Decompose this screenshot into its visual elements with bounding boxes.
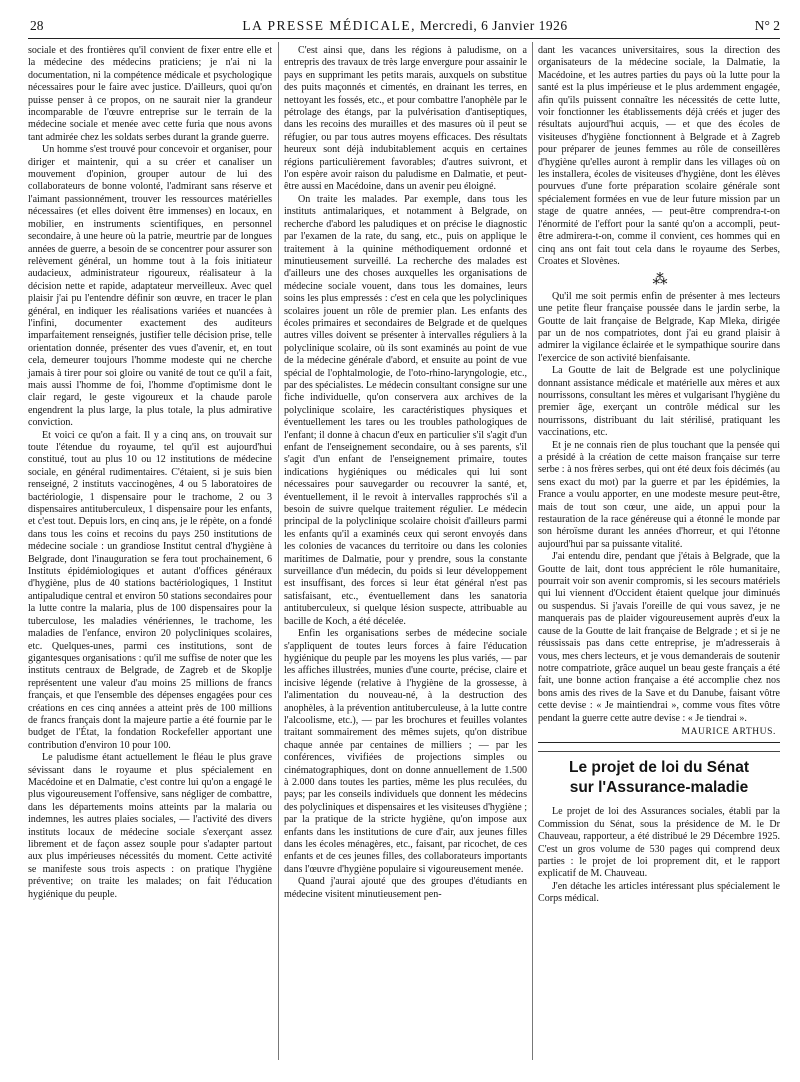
- paragraph: Un homme s'est trouvé pour concevoir et organiser, pour diriger et maintenir, qui a su créer et canaliser un mouvement d'opinion, grouper autour de lui des collaborateurs de bonne volonté, l'admirant sans réserve et l'aimant passionnément, trouver les ressources matérielles nécessaires (et elles doivent être immenses) en locaux, en mobilier, en instruments scientifiques, en personnel secondaire, à une heure où la patrie, meurtrie par de longues années de guerre, a besoin de se concentrer pour assurer son relèvement général, un homme tout à la fois initiateur audacieux, administrateur rigoureux, réalisateur à la décision nette et rapide, adaptateur merveilleux. Avec quel plaisir j'ai pu l'entendre définir son œuvre, en tracer le plan général, en indiquer les réalisations variées et nuancées à l'infini, documenter exactement des auditeurs imparfaitement renseignés, justifier telle décision prise, telle orientation donnée, présenter des vues d'avenir, et, en tout cela, demeurer toujours l'homme modeste qui ne cherche jamais à tirer pour soi gloire ou vanité de tout ce qu'il a fait, mais aussi l'homme de foi, l'homme d'optimisme dont le clair regard, le geste vigoureux et la chaude parole engendrent la plus large, la plus totale, la plus admirative conviction.: [28, 144, 272, 429]
- journal-line: [30, 18, 780, 34]
- paragraph: sociale et des frontières qu'il convient de fixer entre elle et la médecine des médecins praticiens; je n'ai ni la documentation, ni la compétence médicale et psychologique nécessaires pour le faire avec justice. D'ailleurs, quoi qu'on puisse penser à ce propos, on ne saurait nier la grandeur incomparable de l'œuvre entreprise sur le terrain de la médecine sociale et menée avec cette furia que nous avons tant admirée chez les soldats serbes durant la grande guerre.: [28, 45, 272, 143]
- paragraph: On traite les malades. Par exemple, dans tous les instituts antimalariques, et notamment à Belgrade, on recherche d'abord les paludiques et on précise le diagnostic par l'examen de la rate, du sang, etc., puis on applique le traitement à la quinine méthodiquement ordonné et minutieusement surveillé. La recherche des malades est d'ailleurs une des choses auxquelles les organisations de médecine sociale vouent, dans tous les domaines, leurs soins les plus empressés : c'est en cela que les polycliniques scolaires jouent un rôle de premier plan. Les enfants des écoles primaires et secondaires de Belgrade et de quelques autres villes doivent se présenter à intervalles réguliers à la polyclinique scolaire, où ils sont examinés au point de vue de la médecine générale d'abord, et ensuite au point de vue spécial de l'ophtalmologie, de l'oto-rhino-laryngologie, etc., par des spécialistes. Le médecin consultant consigne sur une fiche individuelle, qu'on conservera aux archives de la polyclinique scolaire, les caractéristiques physiques et éventuellement les tares ou les troubles pathologiques de l'enfant; il donne à chacun d'eux en particulier s'il s'agit d'un enfant de l'enseignement secondaire, ou à ses parents, s'il s'agit d'un enfant de l'enseignement primaire, toutes indications hygiéniques ou médicales qui lui sont nécessaires pour sauvegarder ou recouvrer la santé, et, éventuellement, il le revoit à intervalles rapprochés s'il a besoin de suivre quelque traitement régulier. Le médecin principal de la polyclinique scolaire choisit d'ailleurs parmi les enfants qu'il a examinés ceux qui seront envoyés dans les colonies de vacances du territoire ou dans les colonies maritimes de Dalmatie, pour y prendre, sous la constante surveillance d'un médecin, du poids si leur développement est insuffisant, des forces si leur état général n'est pas satisfaisant, etc., éventuellement dans les sanatoria antituberculeux, si quelque lésion suspecte, attribuable au bacille de Koch, a été décelée.: [284, 193, 528, 627]
- issue-date: Mercredi, 6 Janvier 1926: [419, 18, 568, 33]
- column-2: [284, 45, 527, 901]
- paragraph: Le projet de loi des Assurances sociales, établi par la Commission du Sénat, sous la présidence de M. le Dr Chauveau, rapporteur, a été distribué le 29 Décembre 1925. C'est un gros volume de 530 pages qui comprend deux parties : le projet de loi proprement dit, et le rapport explicatif de M. Chauveau.: [538, 806, 780, 880]
- article-end-rule: [538, 742, 780, 743]
- paragraph: Et voici ce qu'on a fait. Il y a cinq ans, on trouvait sur toute l'étendue du royaume, tel qu'il est aujourd'hui constitué, tout au plus 10 ou 12 institutions de médecine sociale, en général rudimentaires. C'étaient, si je suis bien renseigné, 2 instituts vaccinogènes, 4 ou 5 laboratoires de bactériologie, 1 dispensaire pour le trachome, 2 ou 3 dispensaires antituberculeux, 1 dispensaire pour les enfants, et c'est tout. Depuis lors, en cinq ans, je le répète, on a fondé dans tous les coins et recoins du pays 250 institutions de médecine sociale : un grandiose Institut central d'hygiène à Belgrade, dont l'inauguration se fera tout prochainement, 6 Instituts épidémiologiques et autant d'offices généraux d'hygiène, plus de 40 stations bactériologiques, 1 Institut antipaludique central et environ 50 stations secondaires pour la lutte contre la malaria, plus de 100 dispensaires pour la tuberculose, les maladies vénériennes, le trachome, les maladies de l'enfance, environ 20 polycliniques scolaires, etc. Quelques-unes, parmi ces institutions, sont de gigantesques organisations : qu'il me suffise de noter que les instituts centraux de Belgrade, de Zagreb et de Skoplje représentent une valeur d'au moins 25 millions de francs français, et que l'ensemble des dépenses engagées pour ces créations en ces cinq années a atteint près de 100 millions de francs français dont la majeure partie a été fournie par le budget de l'État, la fondation Rockefeller apportant une contribution d'environ 10 pour 100.: [28, 429, 272, 751]
- paragraph: Qu'il me soit permis enfin de présenter à mes lecteurs une petite fleur française poussée dans le jardin serbe, la Goutte de lait française de Belgrade, Kap Mleka, dirigée par un de nos compatriotes, dont j'ai eu grand plaisir à admirer la vigilance éclairée et le sympathique sourire dans l'exercice de son activité bienfaisante.: [538, 290, 780, 364]
- article-title-line-1: Le projet de loi du Sénat: [569, 759, 749, 777]
- column-rule-2: [532, 42, 533, 1060]
- paragraph: Le paludisme étant actuellement le fléau le plus grave sévissant dans le royaume et plus spécialement en Macédoine et en Dalmatie, c'est contre lui qu'on a engagé le plus vigoureusement l'offensive, sans négliger de combattre, dans les départements moins atteints par la malaria ou indemnes, les autres plaies sociales, — l'activité des divers instituts locaux de médecine sociale s'exerçant assez librement et de façon assez souple pour s'adapter partout aux plus impérieuses nécessités du moment. Cette activité se manifeste sous trois aspects : on pratique l'hygiène préventive; on traite les malades; on fait l'éducation hygiénique du peuple.: [28, 752, 272, 900]
- paragraph: Enfin les organisations serbes de médecine sociale s'appliquent de toutes leurs forces à faire l'éducation hygiénique du peuple par les moyens les plus variés, — par les affiches illustrées, munies d'une courte, précise, claire et incisive légende (relative à l'hygiène de la grossesse, à l'alimentation du nouveau-né, à la destruction des anophèles, à la prévention antituberculeuse, à la lutte contre l'alcoolisme, etc.), — par les brochures et feuilles volantes traitant sommairement des mêmes sujets, qu'on distribue chaque année par centaines de milliers ; — par les conférences, vivifiées de projections simples ou cinématographiques, dont on donne annuellement de 1.500 à 2.000 dans toutes les parties, même les plus reculées, du pays; par les conseils individuels que donnent les médecins des polycliniques et dispensaires et les visiteuses d'hygiène ; par la pratique de la stricte hygiène, qu'on impose aux enfants dans les institutions de cure d'air, aux jeunes filles dans les écoles ménagères, etc., faisant, par ricochet, de ces enfants et de ces jeunes filles, des collaborateurs importants dans l'œuvre d'hygiène populaire si vigoureusement menée.: [284, 628, 527, 875]
- journal-name: LA PRESSE MÉDICALE,: [242, 18, 417, 33]
- paragraph: Quand j'aurai ajouté que des groupes d'étudiants en médecine visitent minutieusement pen-: [284, 876, 527, 900]
- author-signature: MAURICE ARTHUS.: [681, 726, 776, 737]
- column-1: [28, 45, 272, 901]
- paragraph: dant les vacances universitaires, sous la direction des organisateurs de la médecine sociale, la Dalmatie, la Macédoine, et les autres parties du pays où la lutte pour la santé est la plus impérieuse et le plus ardemment engagée, afin qu'ils puissent connaître les nécessités de cette lutte, voir fonctionner les établissements déjà créés et juger des résultats aujourd'hui acquis, — et que des écoles de visiteuses d'hygiène fonctionnent à Belgrade et à Zagreb pour préparer de jeunes femmes au rôle de conseillères d'hygiène qu'elles auront à remplir dans les villages où on les installera, écoles de visiteuses d'hygiène, dont les élèves pourvues d'une forte préparation scolaire générale sont spécialement formées en vue de leur future mission par un stage de quatre années, — peut-être comprendra-t-on l'énormité de l'effort pour la santé qu'on a accompli, peut-être admirera-t-on, comme il convient, ces hommes qui en cinq ans ont fait tout cela dans le royaume des Serbes, Croates et Slovènes.: [538, 45, 780, 267]
- paragraph: La Goutte de lait de Belgrade est une polyclinique donnant assistance médicale et matérielle aux mères et aux nourrissons, consultant les mères et vulgarisant l'hygiène du premier âge, exerçant un contrôle médical sur les nourrissons, distribuant du lait stérilisé, pratiquant les vaccinations, etc.: [538, 365, 780, 439]
- column-rule-1: [278, 42, 279, 1060]
- paragraph: Et je ne connais rien de plus touchant que la pensée qui a présidé à la création de cette maison française sur terre serbe : à nos frères serbes, qui ont été deux fois décimés (au sens exact du mot) par la guerre et par les épidémies, la France a voulu apporter, en une modeste mesure peut-être, mais de tout son cœur, une aide, un appui pour la restauration de la race généreuse qui a étonné le monde par son héroïsme durant les années d'horreur, et qui l'étonne aujourd'hui par sa puissante vitalité.: [538, 439, 780, 550]
- page-number: 28: [30, 18, 44, 33]
- article-title: [538, 758, 780, 798]
- column-3: [538, 45, 780, 906]
- running-header: [30, 18, 780, 38]
- asterism-separator: ⁂: [652, 272, 666, 289]
- paragraph: C'est ainsi que, dans les régions à paludisme, on a entrepris des travaux de très large envergure pour assainir le pays en supprimant les petits marais, auxquels on substitue des puits maçonnés et cimentés, en drainant les terres, en nettoyant les fossés, etc., et pour combattre l'anophèle par le pétrolage des étangs, par la pulvérisation d'antiseptiques, dans les recoins des murailles et des masures où il peut se réfugier, ou par tous autres moyens efficaces. Des résultats heureux sont déjà indubitablement acquis en certaines régions particulièrement favorables; d'autres suivront, et l'on espère avoir raison du paludisme en Dalmatie, et peut-être aussi en Macédoine, dans un avenir peu éloigné.: [284, 45, 527, 193]
- paragraph: J'ai entendu dire, pendant que j'étais à Belgrade, que la Goutte de lait, dont tous apprécient le rôle humanitaire, pourrait voir son avenir compromis, si les secours matériels qui lui viennent d'Occident étaient quelque jour diminués ou suspendus. Si j'avais l'oreille de qui vous savez, je ne manquerais pas de plaider vigoureusement auprès d'eux la cause de la Goutte de lait française de Belgrade ; et si je ne réussissais pas dans cette entreprise, je m'adresserais à vous, mes chers lecteurs, et je vous demanderais de soutenir notre compatriote, grâce auquel un beau geste français a été fait, une bonne action française a été accomplie chez nos bons amis des rives de la Save et du Danube, faisant vôtre cette devise : « Je maintiendrai », comme vous fîtes vôtre pendant la guerre cette autre devise : « Je tiendrai ».: [538, 551, 780, 724]
- paragraph: J'en détache les articles intéressant plus spécialement le Corps médical.: [538, 880, 780, 905]
- header-rule: [28, 38, 780, 39]
- section-rule: [538, 751, 780, 752]
- article-title-line-2: sur l'Assurance-maladie: [569, 779, 749, 797]
- issue-number: N° 2: [754, 18, 780, 33]
